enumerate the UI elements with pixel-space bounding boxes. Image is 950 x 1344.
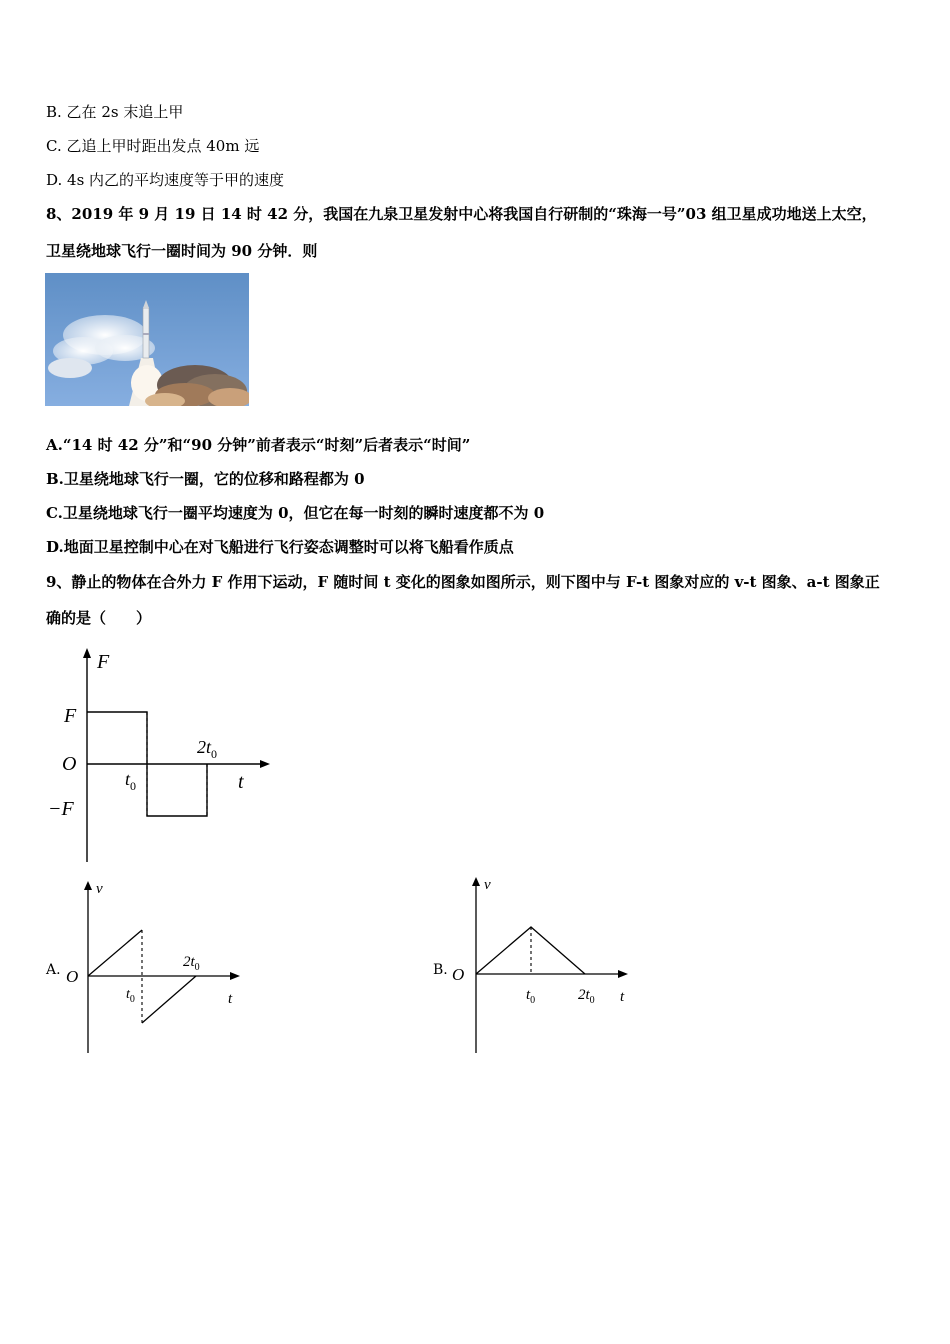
- ft-x-label: t: [238, 771, 244, 793]
- option-b-vt-graph: [448, 875, 648, 1060]
- question-9-stem: 9、静止的物体在合外力 F 作用下运动，F 随时间 t 变化的图象如图所示，则下图中与 F-t 图象对应的 v-t 图象、a-t 图象正: [46, 573, 880, 591]
- ft-y-label: F: [97, 651, 110, 673]
- ft-2t0-label: $2t_0$: [197, 737, 218, 761]
- a-rising-line: [88, 930, 142, 976]
- b-2t0-label: $2t_0$: [578, 987, 595, 1006]
- b-t0-label: $t_0$: [526, 987, 536, 1006]
- question-8-stem-cont: 卫星绕地球飞行一圈时间为 90 分钟．则: [46, 242, 318, 260]
- ft-negative-segment: [147, 764, 207, 816]
- force-time-graph: [40, 640, 280, 870]
- a-falling-line: [142, 976, 196, 1023]
- option-8a: A.“14 时 42 分”和“90 分钟”前者表示“时刻”后者表示“时间”: [46, 436, 471, 454]
- ft-pos-level: F: [64, 705, 77, 727]
- a-x-label: t: [228, 991, 233, 1007]
- option-a-vt-graph: [60, 875, 260, 1060]
- option-d-line: D. 4s 内乙的平均速度等于甲的速度: [46, 171, 285, 189]
- ft-t0-label: $t_0$: [125, 769, 137, 793]
- option-b-line: B. 乙在 2s 末追上甲: [46, 103, 184, 121]
- a-t0-label: $t_0$: [126, 987, 135, 1005]
- ft-neg-level: −F: [48, 798, 74, 820]
- question-9-stem-cont: 确的是（ ）: [46, 609, 152, 627]
- b-x-label: t: [620, 989, 625, 1005]
- a-2t0-label: $2t_0$: [183, 954, 200, 973]
- ft-y-arrow: [83, 648, 91, 658]
- ft-x-arrow: [260, 760, 270, 768]
- option-8b: B.卫星绕地球飞行一圈，它的位移和路程都为 0: [46, 470, 365, 488]
- rocket-launch-photo: [45, 273, 249, 406]
- b-y-label: v: [484, 877, 491, 893]
- a-y-label: v: [96, 881, 103, 897]
- option-8c: C.卫星绕地球飞行一圈平均速度为 0，但它在每一时刻的瞬时速度都不为 0: [46, 504, 545, 522]
- b-origin: O: [452, 965, 465, 984]
- question-8-stem: 8、2019 年 9 月 19 日 14 时 42 分，我国在九泉卫星发射中心将我国自行研制的“珠海一号”03 组卫星成功地送上太空，: [46, 205, 877, 223]
- ft-positive-segment: [87, 712, 147, 764]
- option-c-line: C. 乙追上甲时距出发点 40m 远: [46, 137, 260, 155]
- option-b-label: B.: [433, 962, 448, 978]
- option-a-label: A.: [46, 962, 61, 978]
- option-8d: D.地面卫星控制中心在对飞船进行飞行姿态调整时可以将飞船看作质点: [46, 538, 514, 556]
- ft-origin: O: [62, 753, 77, 775]
- a-origin: O: [66, 967, 79, 986]
